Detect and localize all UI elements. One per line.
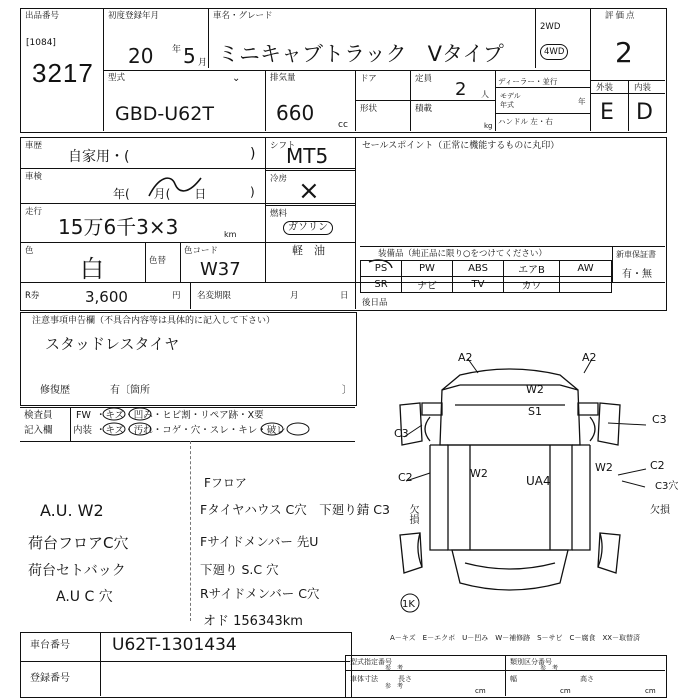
interior-value: D: [636, 100, 653, 125]
yen-unit: 円: [172, 291, 181, 301]
ref-label-2: 参 考: [540, 665, 559, 672]
svg-text:A2: A2: [458, 351, 473, 364]
color-change-label: 色替: [149, 256, 167, 266]
nameplate-label: 名変期限: [197, 291, 232, 301]
rear-seat-label: 後日品: [362, 298, 388, 308]
history-label: 車歴: [25, 141, 43, 151]
divider: [265, 70, 266, 131]
shift-value: MT5: [286, 144, 329, 168]
note-right-2: Fタイヤハウス C穴 下廻り錆 C3: [200, 502, 390, 517]
shaken-label: 車検: [25, 172, 43, 182]
divider: [495, 113, 590, 114]
equipment-table: [360, 260, 612, 293]
svg-text:W2: W2: [526, 383, 544, 396]
divider: [100, 632, 101, 696]
note-right-6: オド 156343km: [203, 614, 303, 629]
disp-label: 排気量: [270, 73, 296, 83]
history-close: ): [250, 146, 256, 162]
svg-text:C3: C3: [652, 413, 667, 426]
divider: [208, 8, 209, 68]
svg-text:1K: 1K: [402, 599, 415, 610]
history-value: 自家用・(: [68, 149, 130, 165]
inner-label: 内装: [73, 425, 93, 436]
divider: [20, 661, 350, 662]
notes-frame: [20, 312, 357, 406]
inspector-label-2: 記入欄: [24, 425, 53, 436]
cargo-bed: [448, 445, 572, 550]
fuel-diesel: 軽 油: [292, 244, 325, 257]
divider: [410, 100, 495, 101]
note-right-4: 下廻り S.C 穴: [200, 562, 279, 577]
lot-no-label: 出品番号: [25, 11, 60, 21]
divider: [628, 80, 629, 131]
color-code-value: W37: [200, 259, 241, 280]
shift-label: シフト: [270, 141, 296, 151]
color-value: 白: [80, 255, 104, 283]
fuel-label: 燃料: [270, 209, 288, 219]
equip-navi: ナビ: [402, 277, 453, 293]
car-damage-diagram: [360, 345, 679, 630]
len-label: 長さ: [398, 675, 412, 683]
equip-empty: [560, 277, 612, 293]
note-left-1: A.U. W2: [40, 501, 104, 520]
ac-label: 冷房: [270, 174, 288, 184]
divider: [590, 93, 665, 94]
class-label: 類別区分番号: [510, 658, 552, 666]
rear-gate: [452, 550, 568, 590]
capacity-label: 定員: [415, 74, 433, 84]
form-label: 型式指定番号: [350, 658, 392, 666]
notes-label: 注意事項申告欄（不具合内容等は具体的に記入して下さい）: [32, 316, 276, 326]
width-label: 幅: [510, 675, 517, 683]
svg-text:C2: C2: [650, 459, 665, 472]
name-grade-value: ミニキャブトラック Vタイプ: [218, 42, 504, 66]
shaken-close: ): [250, 185, 255, 199]
divider: [355, 137, 356, 309]
warranty-value: 有・無: [622, 269, 652, 280]
dropdown-mark: ⌄: [232, 73, 241, 84]
svg-text:W2: W2: [470, 467, 488, 480]
rating-value: 2: [615, 36, 633, 69]
chassis-label: 車台番号: [30, 640, 70, 651]
inner-items: ・キズ・汚れ・コゲ・穴・スレ・キレ・破レ: [96, 425, 286, 436]
color-label: 色: [25, 246, 34, 256]
cc-unit: cc: [338, 120, 348, 130]
divider: [495, 87, 590, 88]
equip-abs: ABS: [453, 261, 504, 277]
capacity-value: 2: [455, 79, 467, 100]
svg-text:S1: S1: [528, 405, 542, 418]
divider: [20, 168, 355, 169]
divider: [360, 246, 665, 247]
chassis-value: U62T-1301434: [112, 635, 237, 655]
divider: [355, 100, 410, 101]
reg-label: 登録番号: [30, 673, 70, 684]
divider: [612, 246, 613, 282]
equip-leather: カワ: [504, 277, 560, 293]
divider: [20, 242, 355, 243]
divider: [190, 282, 191, 309]
divider: [190, 441, 191, 621]
load-label: 積載: [415, 104, 433, 114]
divider: [265, 137, 266, 282]
warranty-label: 新車保証書: [616, 250, 656, 259]
handle-label: ハンドル 左・右: [498, 117, 553, 126]
kg-unit: kg: [484, 122, 493, 130]
divider: [103, 70, 590, 71]
cm-unit-3: cm: [645, 687, 656, 695]
inspector-label-1: 検査員: [24, 410, 53, 421]
note-right-3: Fサイドメンバー 先U: [200, 534, 319, 549]
note-left-2: 荷台フロアC穴: [28, 534, 129, 552]
equipment-title: 装備品（純正品に限り○をつけてください）: [378, 249, 547, 259]
equip-airbag: エアB: [504, 261, 560, 277]
equip-ps: PS: [361, 261, 402, 277]
divider: [535, 8, 536, 68]
fuel-gasoline-circled: ガソリン: [283, 221, 333, 235]
mileage-value: 15万6千3×3: [58, 215, 179, 239]
month-unit: 月: [198, 58, 208, 68]
svg-text:A2: A2: [582, 351, 597, 364]
divider: [505, 655, 506, 696]
exterior-label: 外装: [596, 83, 614, 93]
model-value: GBD-U62T: [115, 103, 214, 125]
repair-close: 〕: [342, 385, 352, 396]
svg-text:C3: C3: [394, 427, 409, 440]
recycle-value: 3,600: [85, 288, 128, 306]
cm-unit-1: cm: [475, 687, 486, 695]
inspection-circle-marks: [96, 406, 356, 442]
fw-items: ・キズ・凹み・ヒビ割・リペア跡・X要: [96, 410, 264, 421]
drive-2wd: 2WD: [540, 22, 561, 32]
model-year-label-2: 年式: [500, 101, 514, 109]
sales-point-label: セールスポイント（正常に機能するものに丸印）: [362, 141, 560, 151]
lot-number: 3217: [32, 58, 94, 88]
divider: [590, 8, 591, 131]
interior-label: 内装: [634, 83, 652, 93]
door-label: ドア: [360, 74, 377, 84]
name-grade-label: 車名・グレード: [213, 11, 273, 21]
ac-value: ×: [298, 176, 320, 206]
legend: A－キズ E－エクボ U－凹み W－補修跡 S－サビ C－腐食 XX－取替済: [390, 634, 641, 642]
disp-value: 660: [276, 101, 315, 125]
ref-label-1: 参 考: [385, 665, 404, 672]
shaken-scribble: [145, 170, 205, 202]
equip-sr: SR: [361, 277, 402, 293]
note-right-5: Rサイドメンバー C穴: [200, 586, 320, 601]
equip-tv: TV: [453, 277, 504, 293]
ref-label-3: 参 考: [385, 683, 404, 690]
year-unit: 年: [172, 45, 182, 55]
note-right-1: Fフロア: [204, 476, 247, 490]
body-label: 車体寸法: [350, 675, 378, 683]
mileage-label: 走行: [25, 207, 43, 217]
svg-text:C2: C2: [398, 471, 413, 484]
capacity-unit: 人: [481, 90, 489, 99]
recycle-label: R券: [25, 291, 40, 301]
first-reg-month: 5: [183, 44, 196, 68]
divider: [265, 170, 355, 171]
first-reg-label: 初度登録年月: [108, 11, 160, 21]
lot-code: [1084]: [26, 38, 56, 48]
svg-text:UA4: UA4: [526, 474, 551, 488]
shape-label: 形状: [360, 104, 378, 114]
rating-label: 評価点: [605, 11, 637, 21]
ps-circle-mark: [366, 258, 396, 278]
color-code-label: 色コード: [184, 246, 219, 256]
drive-4wd-circled: 4WD: [540, 44, 568, 60]
cab-outline: [440, 369, 580, 445]
first-reg-year: 20: [128, 44, 154, 68]
divider: [145, 242, 146, 282]
svg-text:C3穴: C3穴: [655, 481, 679, 492]
model-year-label-1: モデル: [500, 92, 521, 100]
note-left-3: 荷台セトバック: [28, 563, 126, 579]
height-label: 高さ: [580, 675, 594, 683]
equip-aw: AW: [560, 261, 612, 277]
shaken-value: 年( 月( 日: [113, 187, 207, 201]
km-unit: km: [224, 230, 237, 239]
cm-unit-2: cm: [560, 687, 571, 695]
month-label: 月: [290, 291, 299, 301]
svg-text:W2: W2: [595, 461, 613, 474]
repair-label: 修復歴: [40, 385, 70, 396]
divider: [590, 80, 665, 81]
dealer-label: ディーラー・並行: [498, 77, 558, 86]
note-side: 欠損: [407, 504, 418, 524]
exterior-value: E: [600, 100, 614, 125]
divider: [180, 242, 181, 282]
year-unit-2: 年: [578, 97, 586, 106]
model-label: 型式: [108, 73, 126, 83]
repair-value: 有〔箇所: [110, 385, 150, 396]
divider: [495, 70, 496, 131]
day-label: 日: [340, 291, 349, 301]
divider: [70, 407, 71, 441]
svg-text:欠損: 欠損: [650, 505, 670, 516]
note-left-4: A.U C 穴: [56, 589, 113, 605]
equip-pw: PW: [402, 261, 453, 277]
notes-text: スタッドレスタイヤ: [45, 335, 180, 353]
fw-label: FW: [76, 410, 91, 421]
divider: [265, 205, 355, 206]
